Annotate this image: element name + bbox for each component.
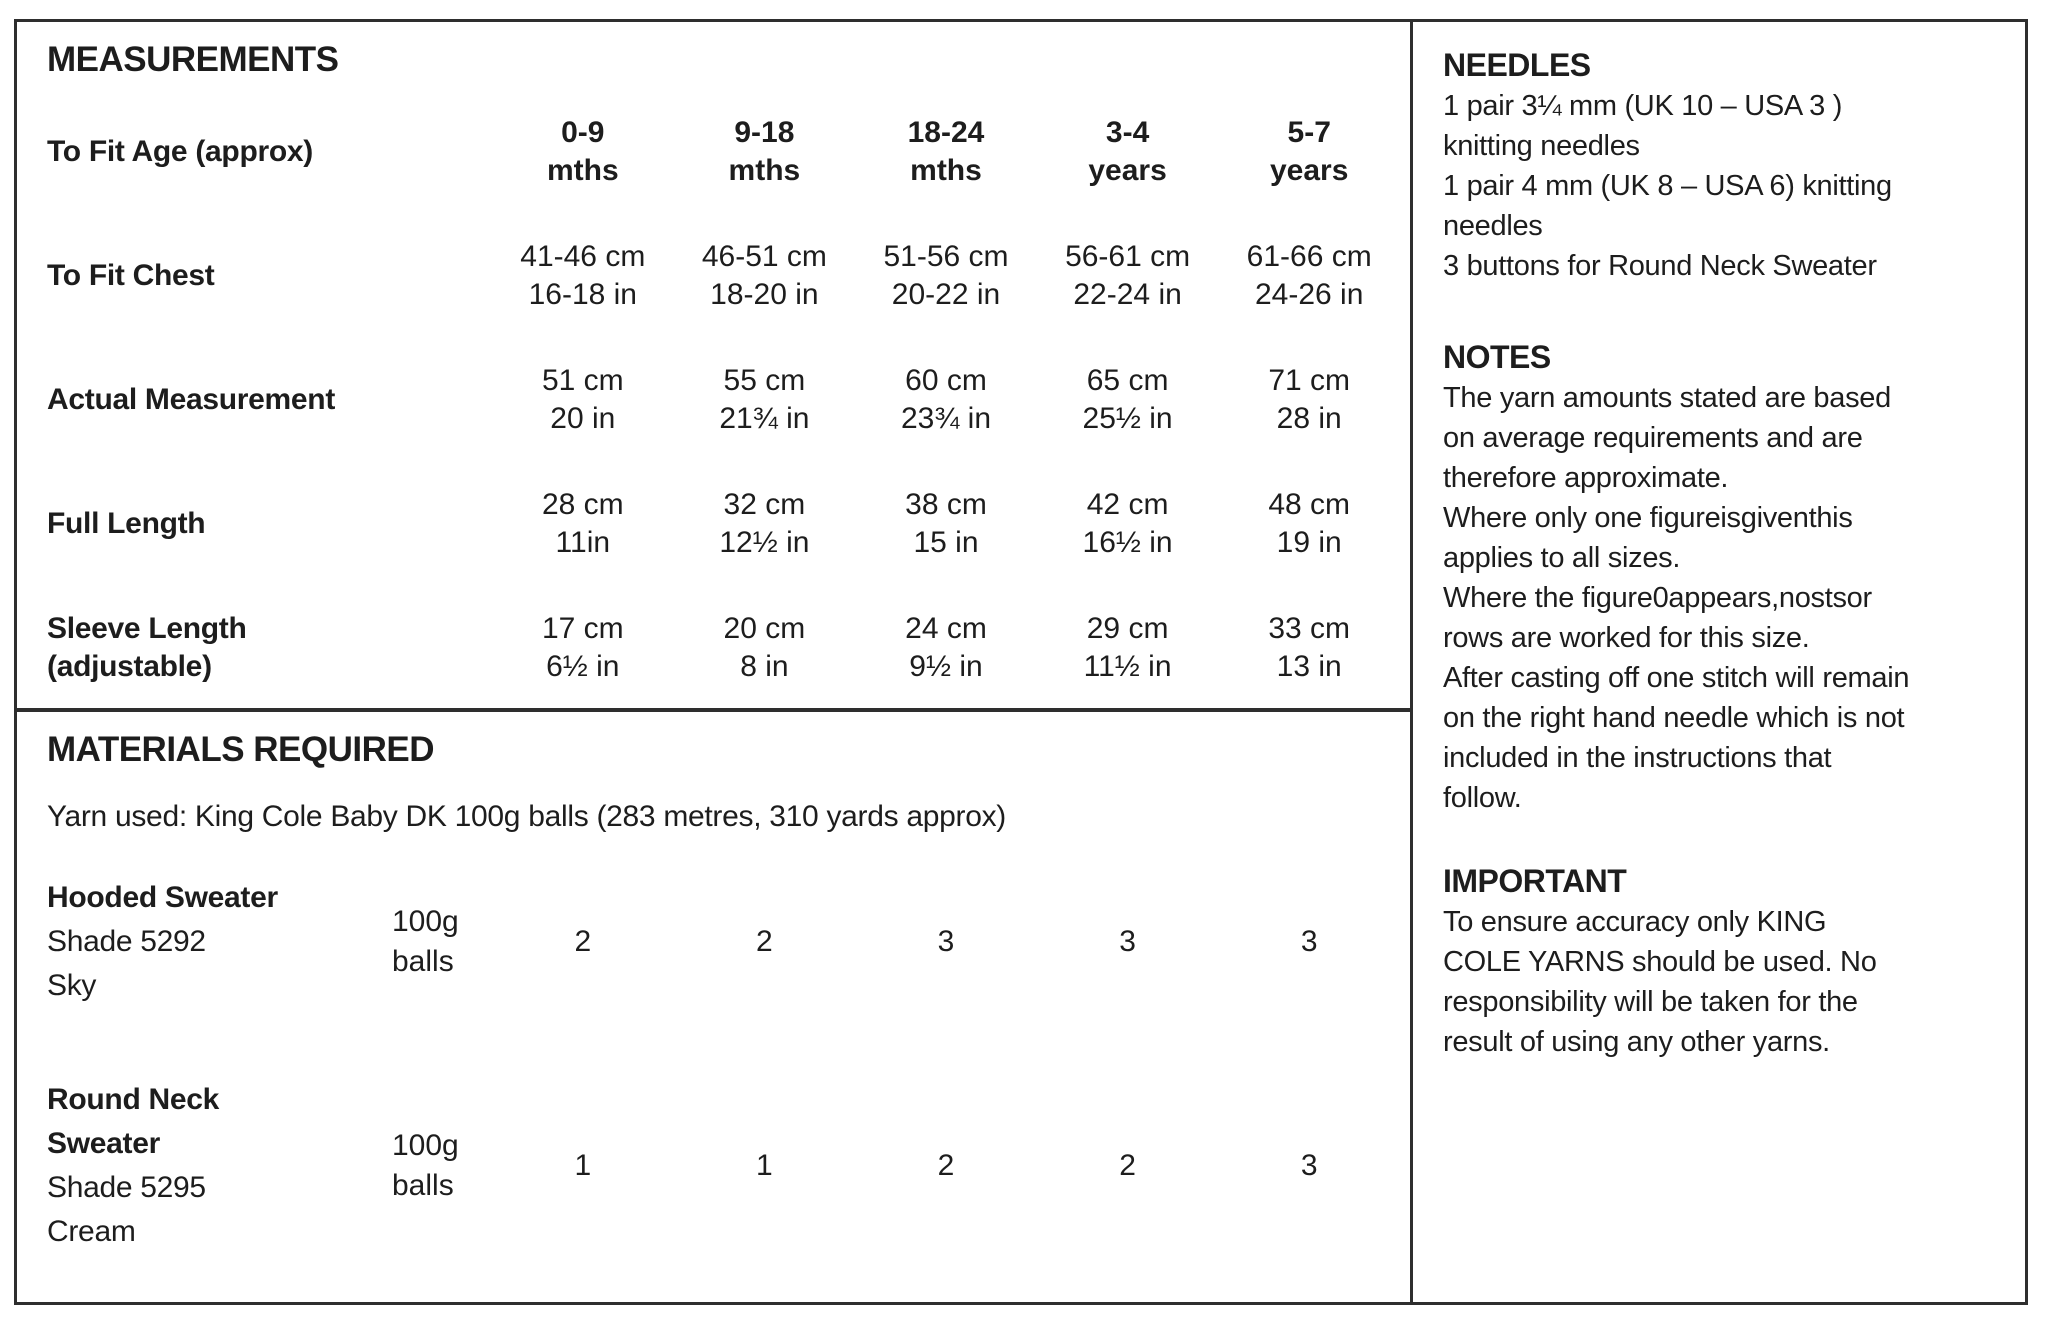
- actual-cell-2: 55 cm 21¾ in: [719, 364, 810, 435]
- table-row-length: [17, 466, 1410, 582]
- row-label-age: To Fit Age (approx): [47, 135, 313, 168]
- notes-line: Where only one figureisgiventhis: [1443, 502, 1853, 534]
- roundneck-qty-2: 1: [756, 1149, 773, 1182]
- chest-cell-3: 51-56 cm 20-22 in: [883, 240, 1009, 311]
- notes-line: on average requirements and are: [1443, 422, 1863, 454]
- length-cell-4: 42 cm 16½ in: [1082, 488, 1173, 559]
- sleeve-cell-3: 24 cm 9½ in: [905, 612, 987, 683]
- roundneck-qty-3: 2: [937, 1149, 955, 1182]
- length-cell-1: 28 cm 11in: [541, 488, 624, 559]
- table-row-chest: [17, 218, 1410, 334]
- important-line: COLE YARNS should be used. No: [1443, 946, 1877, 978]
- actual-cell-3: 60 cm 23¾ in: [900, 364, 992, 435]
- needles-line: knitting needles: [1443, 130, 1640, 162]
- notes-section: [1443, 336, 2003, 818]
- age-cell-1: 0-9 mths: [546, 116, 619, 187]
- roundneck-qty-4: 2: [1119, 1149, 1136, 1182]
- measurements-title: MEASUREMENTS: [47, 40, 339, 79]
- age-cell-5: 5-7 years: [1269, 116, 1349, 187]
- sleeve-cell-4: 29 cm 11½ in: [1083, 612, 1172, 683]
- notes-line: The yarn amounts stated are based: [1443, 382, 1891, 414]
- actual-cell-4: 65 cm 25½ in: [1082, 364, 1173, 435]
- table-row-actual: [17, 342, 1410, 458]
- material-unit-roundneck: 100g balls: [392, 1129, 459, 1202]
- important-line: responsibility will be taken for the: [1443, 986, 1858, 1018]
- row-label-sleeve: Sleeve Length (adjustable): [47, 612, 247, 683]
- sleeve-cell-1: 17 cm 6½ in: [541, 612, 624, 683]
- measurements-section: [17, 22, 1410, 712]
- notes-line: applies to all sizes.: [1443, 542, 1681, 574]
- important-section: [1443, 860, 2003, 1062]
- sleeve-cell-5: 33 cm 13 in: [1268, 612, 1351, 683]
- notes-line: After casting off one stitch will remain: [1443, 662, 1910, 694]
- actual-cell-1: 51 cm 20 in: [541, 364, 624, 435]
- important-line: To ensure accuracy only KING: [1443, 906, 1827, 938]
- notes-line: Where the figure0appears,nostsor: [1443, 582, 1872, 614]
- right-panel: [1413, 22, 2025, 1302]
- material-name-roundneck: Round Neck Sweater Shade 5295 Cream: [47, 1083, 220, 1248]
- table-row-sleeve: [17, 590, 1410, 706]
- needles-title: NEEDLES: [1443, 47, 1591, 83]
- notes-title: NOTES: [1443, 339, 1551, 375]
- notes-line: therefore approximate.: [1443, 462, 1729, 494]
- table-row-age: [17, 94, 1410, 210]
- needles-line: 1 pair 4 mm (UK 8 – USA 6) knitting: [1443, 170, 1892, 202]
- material-unit-hooded: 100g balls: [392, 905, 459, 978]
- length-cell-3: 38 cm 15 in: [905, 488, 987, 559]
- important-line: result of using any other yarns.: [1443, 1026, 1830, 1058]
- material-name-hooded: Hooded Sweater Shade 5292 Sky: [47, 881, 278, 1002]
- notes-line: follow.: [1443, 782, 1522, 814]
- row-label-actual: Actual Measurement: [47, 383, 336, 416]
- chest-cell-1: 41-46 cm 16-18 in: [520, 240, 646, 311]
- chest-cell-4: 56-61 cm 22-24 in: [1065, 240, 1191, 311]
- measurements-table: [17, 94, 1410, 706]
- yarn-note: Yarn used: King Cole Baby DK 100g balls (283 metres, 310 yards approx): [47, 800, 1006, 833]
- material-row-roundneck: [17, 1078, 1410, 1254]
- notes-line: on the right hand needle which is not: [1443, 702, 1905, 734]
- age-cell-4: 3-4 years: [1088, 116, 1167, 187]
- row-label-length: Full Length: [47, 507, 206, 540]
- needles-line: 3 buttons for Round Neck Sweater: [1443, 250, 1877, 282]
- length-cell-2: 32 cm 12½ in: [719, 488, 810, 559]
- important-title: IMPORTANT: [1443, 863, 1627, 899]
- notes-line: included in the instructions that: [1443, 742, 1832, 774]
- hooded-qty-3: 3: [937, 925, 955, 958]
- needles-section: [1443, 44, 2003, 286]
- needles-line: 1 pair 3¼ mm (UK 10 – USA 3 ): [1443, 90, 1843, 122]
- pattern-info-sheet: [14, 19, 2028, 1305]
- needles-line: needles: [1443, 210, 1543, 242]
- hooded-qty-1: 2: [574, 925, 592, 958]
- materials-title: MATERIALS REQUIRED: [47, 730, 435, 769]
- age-cell-2: 9-18 mths: [728, 116, 801, 187]
- hooded-qty-5: 3: [1300, 925, 1318, 958]
- roundneck-qty-5: 3: [1300, 1149, 1318, 1182]
- age-cell-3: 18-24 mths: [907, 116, 985, 187]
- sleeve-cell-2: 20 cm 8 in: [723, 612, 806, 683]
- chest-cell-5: 61-66 cm 24-26 in: [1246, 240, 1372, 311]
- materials-section: [17, 712, 1410, 1302]
- material-row-hooded: [17, 876, 1410, 1008]
- row-label-chest: To Fit Chest: [47, 259, 215, 292]
- hooded-qty-2: 2: [756, 925, 773, 958]
- chest-cell-2: 46-51 cm 18-20 in: [701, 240, 827, 311]
- length-cell-5: 48 cm 19 in: [1268, 488, 1351, 559]
- notes-line: rows are worked for this size.: [1443, 622, 1810, 654]
- hooded-qty-4: 3: [1119, 925, 1136, 958]
- left-panel: [17, 22, 1413, 1302]
- roundneck-qty-1: 1: [574, 1149, 592, 1182]
- actual-cell-5: 71 cm 28 in: [1268, 364, 1351, 435]
